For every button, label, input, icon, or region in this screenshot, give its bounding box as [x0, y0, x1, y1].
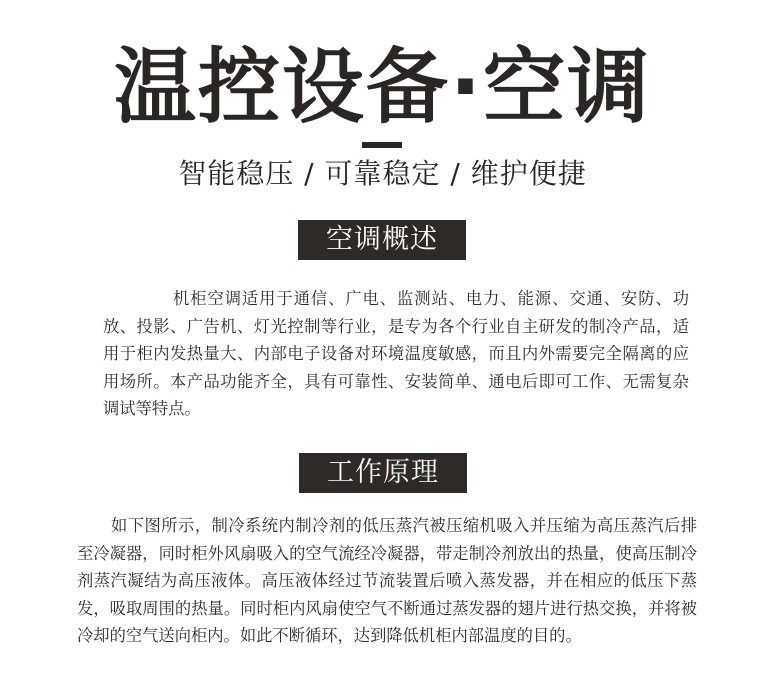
page-subtitle: 智能稳压 / 可靠稳定 / 维护便捷: [178, 157, 587, 190]
page-title: 温控设备·空调: [113, 40, 652, 135]
section-body-principle: 如下图所示，制冷系统内制冷剂的低压蒸汽被压缩机吸入并压缩为高压蒸汽后排至冷凝器，同时柜外风扇吸入的空气流经冷凝器，带走制冷剂放出的热量，使高压制冷剂蒸汽凝结为高压液体。高压液体经过节流装置后喷入蒸发器，并在相应的低压下蒸发，吸取周围的热量。同时柜内风扇使空气不断通过蒸发器的翅片进行热交换，并将被冷却的空气送向柜内。如此不断循环，达到降低机柜内部温度的目的。: [77, 516, 697, 646]
section-body-overview: 机柜空调适用于通信、广电、监测站、电力、能源、交通、安防、功放、投影、广告机、灯光控制等行业，是专为各个行业自主研发的制冷产品，适用于柜内发热量大、内部电子设备对环境温度敏感，而且内外需要完全隔离的应用场所。本产品功能齐全，具有可靠性、安装简单、通电后即可工作、无需复杂调试等特点。: [103, 289, 689, 419]
section-heading-principle: 工作原理: [299, 453, 467, 493]
section-heading-overview: 空调概述: [298, 220, 466, 260]
title-divider: [362, 142, 402, 148]
